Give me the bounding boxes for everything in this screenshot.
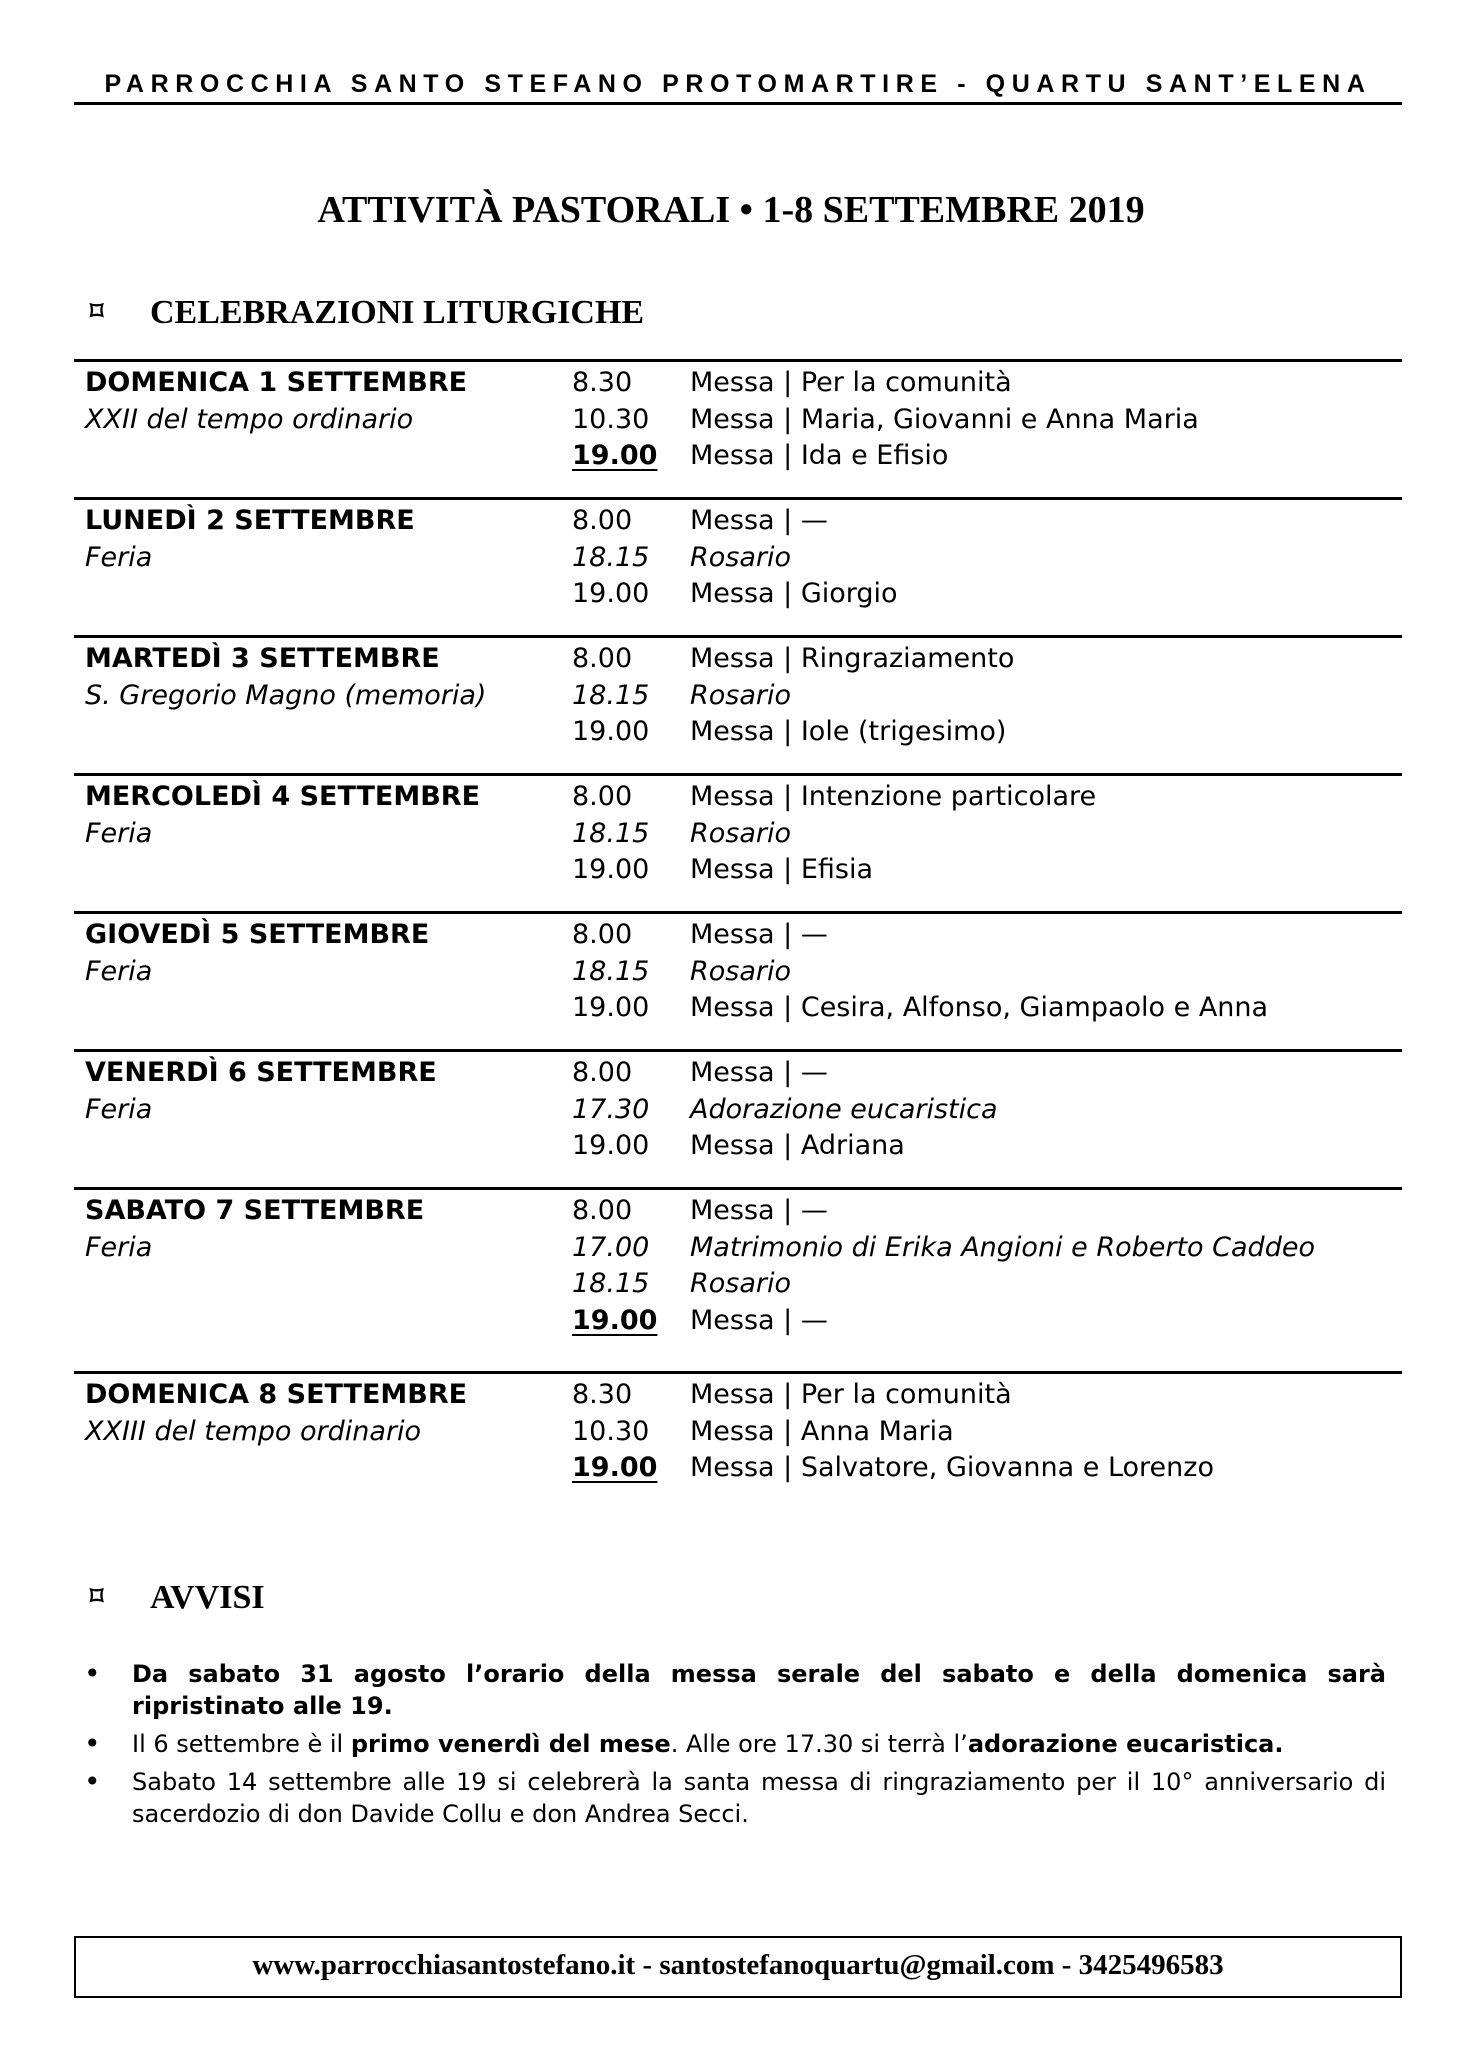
- event-row: [74, 1377, 1402, 1414]
- event-row: [74, 1230, 1402, 1267]
- day-subtitle: Feria: [85, 1231, 153, 1263]
- event-description: Messa | Cesira, Alfonso, Giampaolo e Anna: [690, 992, 1269, 1023]
- event-time: 8.00: [572, 505, 633, 536]
- star-bullet-icon: ⌑: [90, 1582, 104, 1611]
- event-time: 19.00: [572, 716, 650, 747]
- event-description: Messa | Maria, Giovanni e Anna Maria: [690, 403, 1199, 435]
- star-bullet-icon: ⌑: [90, 297, 104, 326]
- notices-heading-label: AVVISI: [150, 1579, 265, 1616]
- event-time: 18.15: [572, 679, 650, 711]
- event-row: [74, 540, 1402, 577]
- day-subtitle: XXIII del tempo ordinario: [85, 1415, 422, 1447]
- event-time: 18.15: [572, 955, 650, 987]
- event-row: [74, 990, 1402, 1027]
- event-row: [74, 714, 1402, 751]
- event-row: [74, 1414, 1402, 1451]
- notice-text: Il 6 settembre è il: [132, 1730, 351, 1758]
- event-description: Messa | Per la comunità: [690, 367, 1012, 398]
- event-description: Matrimonio di Erika Angioni e Roberto Caddeo: [690, 1231, 1315, 1263]
- day-subtitle: Feria: [85, 541, 153, 573]
- event-row: [74, 1266, 1402, 1303]
- footer-contacts: www.parrocchiasantostefano.it - santostefanoquartu@gmail.com - 3425496583: [252, 1949, 1224, 1981]
- event-row: [74, 816, 1402, 853]
- event-row: [74, 1092, 1402, 1129]
- event-time: 8.00: [572, 781, 633, 812]
- event-row: [74, 438, 1402, 475]
- event-time: 19.00: [572, 1130, 650, 1161]
- notice-emphasis: primo venerdì del mese: [350, 1730, 671, 1758]
- footer-box: [74, 1936, 1402, 1998]
- event-time: 18.15: [572, 817, 650, 849]
- event-time: 18.15: [572, 541, 650, 573]
- bullet-icon: •: [84, 1657, 101, 1690]
- event-row: [74, 852, 1402, 889]
- event-description: Messa | —: [690, 1304, 828, 1336]
- event-time: 17.00: [572, 1231, 650, 1263]
- event-description: Rosario: [690, 1268, 792, 1299]
- event-time: 18.15: [572, 1268, 650, 1299]
- day-block: [74, 1371, 1402, 1494]
- event-time: 8.00: [572, 643, 633, 674]
- event-row: [74, 503, 1402, 540]
- notices-heading: [90, 1579, 265, 1617]
- event-row: [74, 641, 1402, 678]
- bullet-icon: •: [84, 1765, 101, 1798]
- notice-emphasis: adorazione eucaristica.: [967, 1730, 1284, 1758]
- event-time: 8.30: [572, 367, 633, 398]
- day-name: GIOVEDÌ 5 SETTEMBRE: [85, 919, 430, 950]
- event-time: 19.00: [572, 440, 658, 471]
- day-block: [74, 911, 1402, 1050]
- event-time: 10.30: [572, 403, 650, 435]
- day-block: [74, 635, 1402, 774]
- event-description: Messa | Adriana: [690, 1130, 905, 1161]
- day-subtitle: XXII del tempo ordinario: [85, 403, 414, 435]
- day-block: [74, 497, 1402, 636]
- event-description: Messa | Intenzione particolare: [690, 781, 1097, 812]
- event-row: [74, 678, 1402, 715]
- notice-text: . Alle ore 17.30 si terrà l’: [670, 1730, 968, 1758]
- notice-item: [76, 1728, 1386, 1760]
- event-description: Messa | Giorgio: [690, 578, 898, 609]
- header-rule: [74, 102, 1402, 105]
- event-time: 19.00: [572, 992, 650, 1023]
- event-row: [74, 779, 1402, 816]
- parish-header: PARROCCHIA SANTO STEFANO PROTOMARTIRE - QUARTU SANT’ELENA: [104, 70, 1372, 98]
- day-name: VENERDÌ 6 SETTEMBRE: [85, 1057, 437, 1088]
- event-time: 8.00: [572, 1057, 633, 1088]
- event-description: Rosario: [690, 679, 792, 711]
- event-row: [74, 1450, 1402, 1487]
- day-subtitle: Feria: [85, 955, 153, 987]
- day-name: LUNEDÌ 2 SETTEMBRE: [85, 505, 415, 536]
- event-description: Messa | Salvatore, Giovanna e Lorenzo: [690, 1452, 1214, 1483]
- event-description: Adorazione eucaristica: [690, 1093, 998, 1125]
- event-description: Messa | Per la comunità: [690, 1379, 1012, 1410]
- day-subtitle: Feria: [85, 817, 153, 849]
- notice-item: [76, 1766, 1386, 1830]
- notice-text: Da sabato 31 agosto l’orario della messa serale del sabato e della domenica sarà ripristinato alle 19.: [132, 1660, 1386, 1720]
- event-description: Messa | Anna Maria: [690, 1415, 954, 1447]
- celebrations-heading-label: CELEBRAZIONI LITURGICHE: [150, 294, 645, 331]
- day-subtitle: Feria: [85, 1093, 153, 1125]
- notice-item: [76, 1658, 1386, 1722]
- event-description: Messa | Ringraziamento: [690, 643, 1015, 674]
- event-time: 19.00: [572, 1452, 658, 1483]
- day-name: MERCOLEDÌ 4 SETTEMBRE: [85, 781, 481, 812]
- day-block: [74, 1049, 1402, 1188]
- event-time: 8.30: [572, 1379, 633, 1410]
- day-name: SABATO 7 SETTEMBRE: [85, 1195, 425, 1226]
- event-row: [74, 1303, 1402, 1340]
- event-time: 8.00: [572, 1195, 633, 1226]
- bullet-icon: •: [84, 1727, 101, 1760]
- event-time: 19.00: [572, 1304, 658, 1336]
- event-time: 8.00: [572, 919, 633, 950]
- day-block: [74, 773, 1402, 912]
- day-name: DOMENICA 8 SETTEMBRE: [85, 1379, 468, 1410]
- event-description: Messa | —: [690, 1195, 828, 1226]
- event-row: [74, 402, 1402, 439]
- event-description: Messa | Iole (trigesimo): [690, 716, 1007, 747]
- event-description: Messa | Ida e Efisio: [690, 440, 949, 471]
- event-description: Rosario: [690, 541, 792, 573]
- day-name: MARTEDÌ 3 SETTEMBRE: [85, 643, 440, 674]
- event-row: [74, 365, 1402, 402]
- event-row: [74, 576, 1402, 613]
- event-row: [74, 1128, 1402, 1165]
- celebrations-heading: [90, 294, 644, 332]
- event-row: [74, 1055, 1402, 1092]
- event-description: Messa | —: [690, 505, 828, 536]
- event-row: [74, 917, 1402, 954]
- event-description: Rosario: [690, 955, 792, 987]
- page-title: ATTIVITÀ PASTORALI • 1-8 SETTEMBRE 2019: [317, 189, 1145, 231]
- event-time: 19.00: [572, 854, 650, 885]
- event-description: Rosario: [690, 817, 792, 849]
- event-description: Messa | Efisia: [690, 854, 874, 885]
- event-time: 10.30: [572, 1415, 650, 1447]
- event-time: 19.00: [572, 578, 650, 609]
- notice-text: Sabato 14 settembre alle 19 si celebrerà la santa messa di ringraziamento per il 10° anniversario di sacerdozio di don Davide Collu e don Andrea Secci.: [132, 1768, 1386, 1828]
- day-block: [74, 1187, 1402, 1372]
- event-description: Messa | —: [690, 1057, 828, 1088]
- event-row: [74, 1193, 1402, 1230]
- day-block: [74, 359, 1402, 498]
- notices-list: [76, 1658, 1386, 1836]
- event-row: [74, 954, 1402, 991]
- day-subtitle: S. Gregorio Magno (memoria): [85, 679, 487, 711]
- event-description: Messa | —: [690, 919, 828, 950]
- event-time: 17.30: [572, 1093, 650, 1125]
- day-name: DOMENICA 1 SETTEMBRE: [85, 367, 468, 398]
